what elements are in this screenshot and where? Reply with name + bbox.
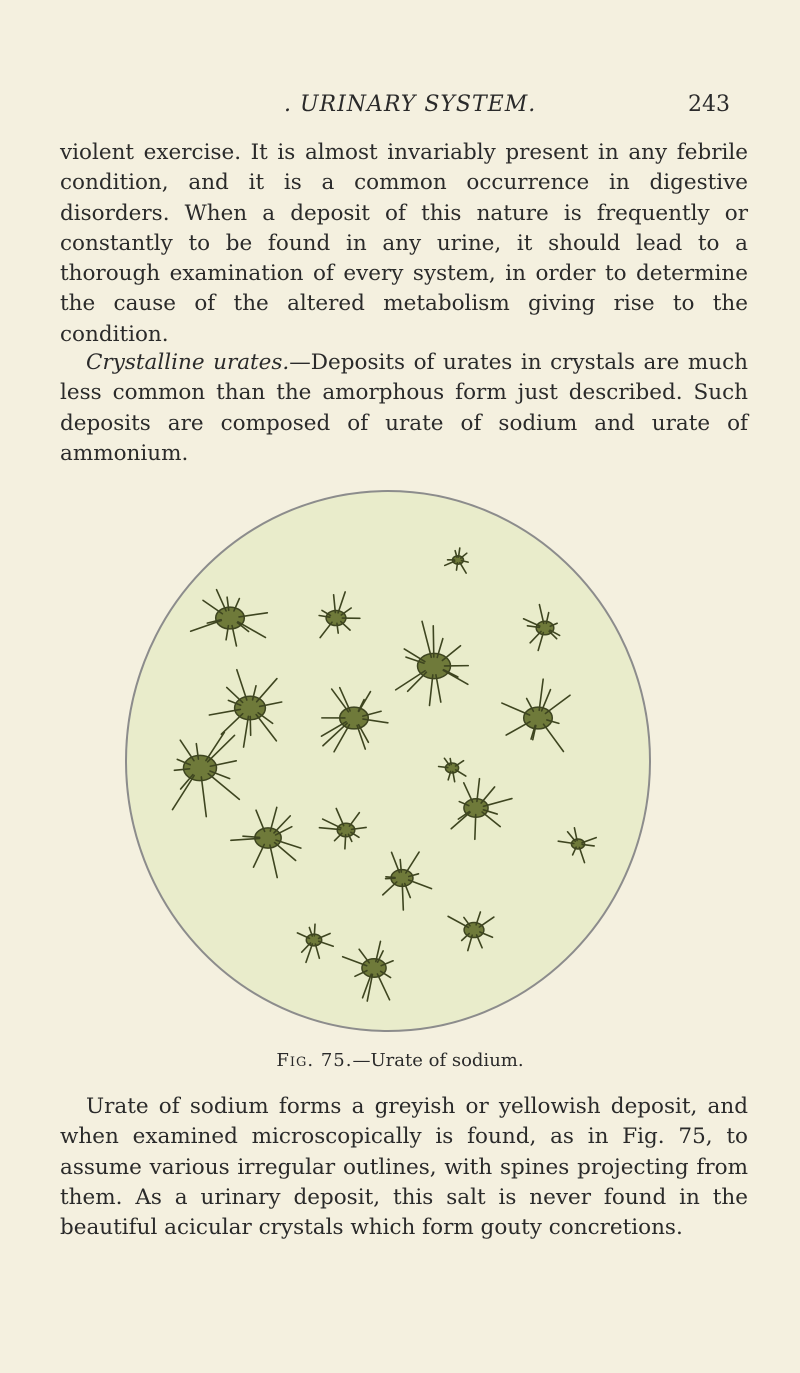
paragraph-2: [60, 348, 748, 469]
figure-label: Fig. 75.: [276, 1050, 353, 1071]
run-in-heading: Crystalline urates.: [86, 350, 290, 375]
paragraph-1: violent exercise. It is almost invariably present in any febrile condition, and it is a common occurrence in digestive disorders. When a deposit of this nature is frequently or constantly to be found in any urine, it should lead to a thorough examination of every system, in order to determine the cause of the altered metabolism giving rise to the condition.: [60, 140, 748, 347]
page-number: 243: [688, 92, 730, 117]
figure-caption-text: —Urate of sodium.: [352, 1050, 524, 1071]
microscope-field-illustration: [108, 478, 668, 1044]
figure-microscope-field: [108, 478, 668, 1044]
running-title: . URINARY SYSTEM.: [284, 92, 537, 117]
paragraph-3: Urate of sodium forms a greyish or yellowish deposit, and when examined microscopically is found, as in Fig. 75, to assume various irregular outlines, with spines projecting from them. As a urinary deposit, this salt is never found in the beautiful acicular crystals which form gouty concretions.: [60, 1094, 748, 1241]
running-head: [0, 92, 800, 122]
paragraph-2-body: —Deposits of urates in crystals are much less common than the amorphous form just described. Such deposits are composed of urate of sodium and urate of ammonium.: [60, 350, 749, 466]
figure-caption: [0, 1050, 800, 1071]
